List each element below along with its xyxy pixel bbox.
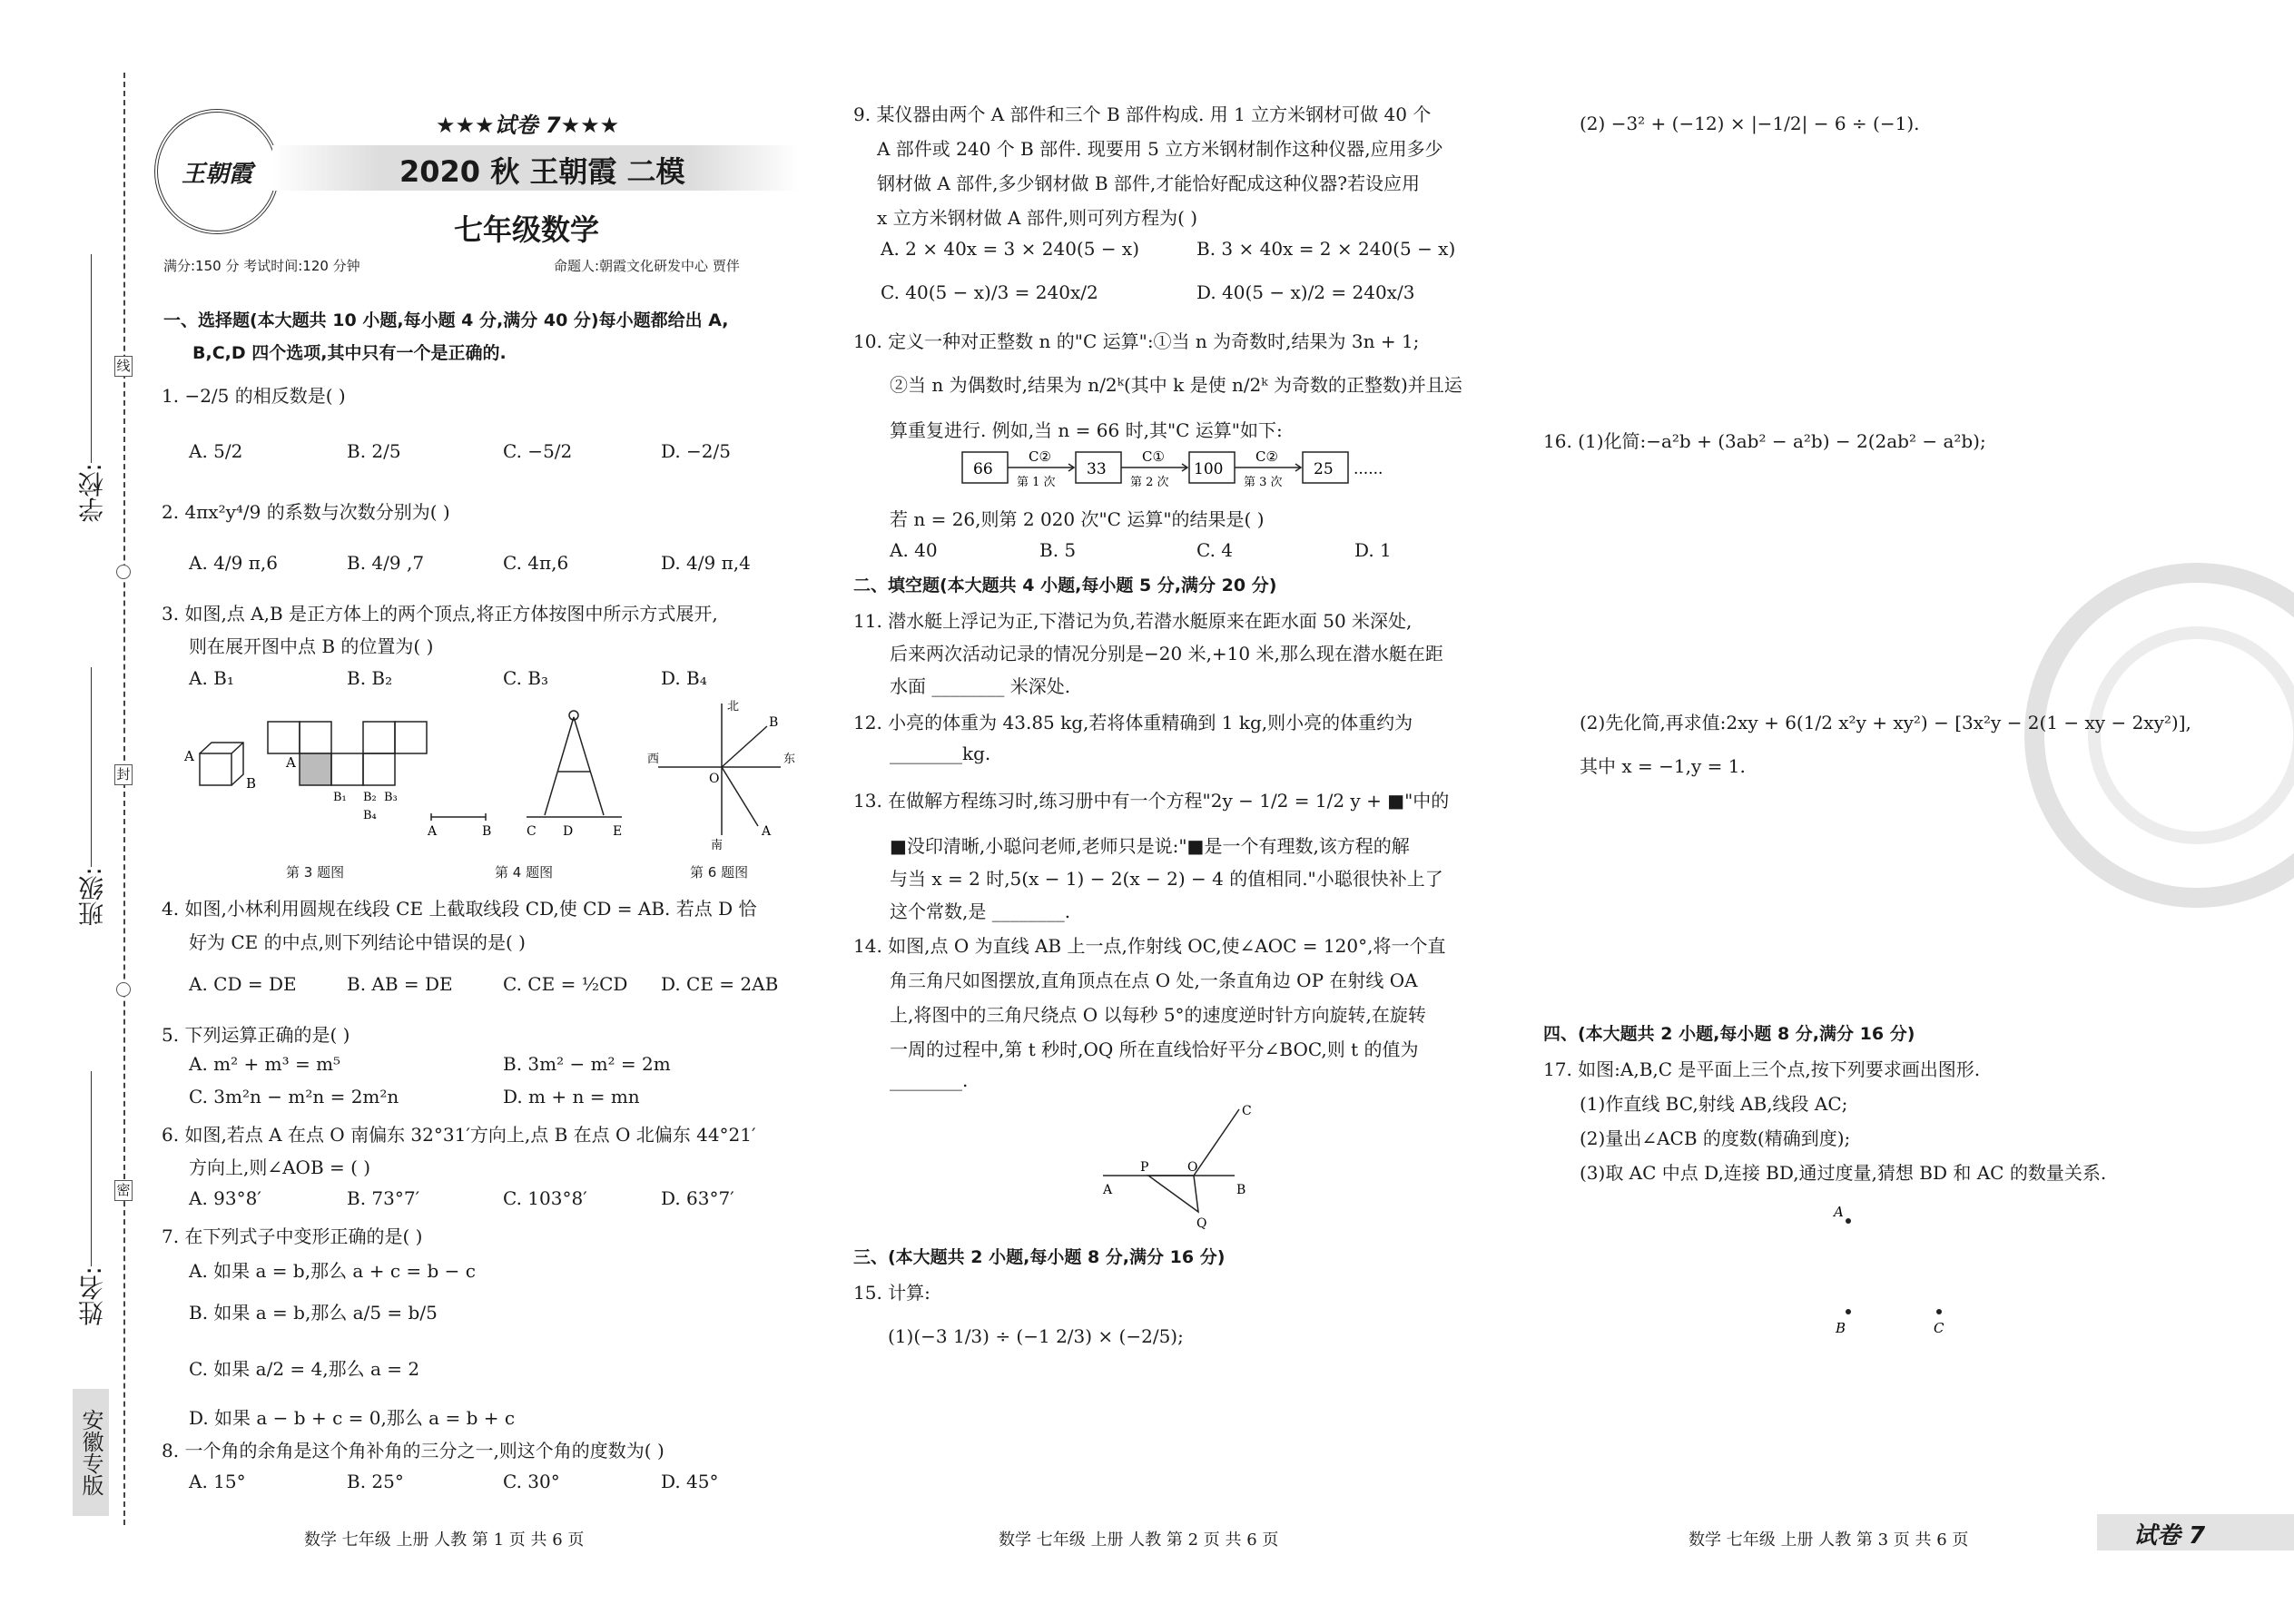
cmp-label-e: E: [613, 824, 623, 839]
section-3-heading: 三、(本大题共 2 小题,每小题 8 分,满分 16 分): [853, 1247, 1226, 1267]
q6-stem-cont: 方向上,则∠AOB = ( ): [189, 1156, 371, 1178]
q15-part1: (1)(−3 1/3) ÷ (−1 2/3) × (−2/5);: [888, 1325, 1184, 1347]
flow-op1: C②: [1029, 448, 1051, 465]
q14-label-p: P: [1140, 1160, 1149, 1175]
section-2-heading: 二、填空题(本大题共 4 小题,每小题 5 分,满分 20 分): [853, 576, 1277, 595]
q9-opt-b: B. 3 × 40x = 2 × 240(5 − x): [1196, 238, 1456, 260]
q14-label-o: O: [1187, 1160, 1198, 1175]
flow-step2: 第 2 次: [1130, 476, 1169, 489]
c-operation-flow: [958, 445, 1393, 499]
page-footer-3: 数学 七年级 上册 人教 第 3 页 共 6 页: [1689, 1530, 1969, 1550]
q3-opt-b: B. B₂: [347, 667, 393, 689]
seg-label-b: B: [482, 824, 492, 839]
fig6-caption: 第 6 题图: [690, 864, 749, 881]
q10-opt-d: D. 1: [1354, 539, 1392, 561]
q9-stem-3: 钢材做 A 部件,多少钢材做 B 部件,才能恰好配成这种仪器?若设应用: [877, 172, 1421, 194]
q16-part1: 16. (1)化简:−a²b + (3ab² − a²b) − 2(2ab² − a²b);: [1543, 430, 1986, 452]
q8-opt-d: D. 45°: [661, 1471, 719, 1492]
net-label-b1: B₁: [333, 791, 347, 804]
footer-tag: 试卷 7: [2133, 1522, 2206, 1550]
cube-figure: [200, 743, 243, 785]
q6-opt-c: C. 103°8′: [503, 1187, 587, 1209]
cmp-label-d: D: [563, 824, 574, 839]
q6-opt-b: B. 73°7′: [347, 1187, 420, 1209]
segment-ab: [431, 813, 486, 821]
q10-stem-4: 若 n = 26,则第 2 020 次"C 运算"的结果是( ): [890, 508, 1265, 530]
q11-stem-2: 后来两次活动记录的情况分别是−20 米,+10 米,那么现在潜水艇在距: [890, 643, 1443, 664]
q14-stem: 14. 如图,点 O 为直线 AB 上一点,作射线 OC,使∠AOC = 120°,将一个直: [853, 935, 1446, 957]
q4-opt-c: C. CE = ½CD: [503, 973, 628, 995]
series-label: ★★★试卷 7★★★: [436, 113, 620, 138]
q14-label-b: B: [1236, 1183, 1246, 1197]
seg-label-a: A: [428, 824, 438, 839]
q2-opt-b: B. 4/9 ,7: [347, 552, 425, 574]
net-label-b2: B₂: [363, 791, 377, 804]
section-1-heading: 一、选择题(本大题共 10 小题,每小题 4 分,满分 40 分)每小题都给出 A,: [163, 310, 729, 330]
flow-step1: 第 1 次: [1017, 476, 1056, 489]
edition-badge: 安徽专版: [73, 1389, 109, 1516]
q6-opt-d: D. 63°7′: [661, 1187, 734, 1209]
q9-stem-2: A 部件或 240 个 B 部件. 现要用 5 立方米钢材制作这种仪器,应用多少: [877, 138, 1443, 160]
dir-south: 南: [711, 839, 724, 852]
cmp-label-c: C: [527, 824, 537, 839]
q5-opt-c: C. 3m²n − m²n = 2m²n: [189, 1086, 399, 1107]
q13-stem-2: ■没印清晰,小聪问老师,老师只是说:"■是一个有理数,该方程的解: [890, 835, 1410, 857]
q12-stem: 12. 小亮的体重为 43.85 kg,若将体重精确到 1 kg,则小亮的体重约为: [853, 712, 1413, 733]
q8-opt-b: B. 25°: [347, 1471, 404, 1492]
q14-label-a: A: [1103, 1183, 1113, 1197]
full-score: 满分:150 分 考试时间:120 分钟: [163, 258, 360, 274]
q5-opt-a: A. m² + m³ = m⁵: [189, 1053, 341, 1075]
net-label-b3: B₃: [384, 791, 398, 804]
cube-label-b: B: [246, 775, 257, 792]
margin-mark-seal: 封: [114, 764, 133, 785]
q14-stem-4: 一周的过程中,第 t 秒时,OQ 所在直线恰好平分∠BOC,则 t 的值为: [890, 1038, 1419, 1060]
q3-opt-c: C. B₃: [503, 667, 549, 689]
q14-figure: [1089, 1098, 1271, 1235]
q6-opt-a: A. 93°8′: [189, 1187, 261, 1209]
q16-part2-cond: 其中 x = −1,y = 1.: [1580, 755, 1746, 777]
q9-opt-a: A. 2 × 40x = 3 × 240(5 − x): [881, 238, 1140, 260]
net-label-a: A: [286, 754, 296, 771]
q3-opt-a: A. B₁: [189, 667, 234, 689]
q4-opt-b: B. AB = DE: [347, 973, 453, 995]
watermark-seal-inner: [2088, 626, 2294, 844]
q2-opt-c: C. 4π,6: [503, 552, 569, 574]
dir-east: 东: [783, 753, 796, 766]
q14-stem-3: 上,将图中的三角尺绕点 O 以每秒 5°的速度逆时针方向旋转,在旋转: [890, 1004, 1426, 1026]
q14-stem-5: ________.: [890, 1069, 969, 1091]
q17-part2: (2)量出∠ACB 的度数(精确到度);: [1580, 1127, 1851, 1149]
q8-opt-a: A. 15°: [189, 1471, 246, 1492]
q10-opt-c: C. 4: [1196, 539, 1234, 561]
subject-title: 七年级数学: [454, 212, 600, 247]
q5-opt-b: B. 3m² − m² = 2m: [503, 1053, 671, 1075]
class-label: 班级:: [77, 867, 107, 927]
q4-opt-d: D. CE = 2AB: [661, 973, 779, 995]
author: 命题人:朝霞文化研发中心 贾伴: [554, 258, 740, 274]
dir-west: 西: [647, 753, 660, 766]
q1-opt-d: D. −2/5: [661, 440, 731, 462]
q3-stem: 3. 如图,点 A,B 是正方体上的两个顶点,将正方体按图中所示方式展开,: [162, 603, 718, 625]
q7-opt-d: D. 如果 a − b + c = 0,那么 a = b + c: [189, 1407, 516, 1429]
section-4-heading: 四、(本大题共 2 小题,每小题 8 分,满分 16 分): [1543, 1024, 1915, 1044]
flow-op2: C①: [1142, 448, 1165, 465]
q10-stem: 10. 定义一种对正整数 n 的"C 运算":①当 n 为奇数时,结果为 3n + 1;: [853, 330, 1420, 352]
q1-opt-a: A. 5/2: [189, 440, 243, 462]
q10-stem-2: ②当 n 为偶数时,结果为 n/2ᵏ(其中 k 是使 n/2ᵏ 为奇数的正整数)并且运: [890, 374, 1462, 396]
q12-stem-2: ________kg.: [890, 743, 991, 764]
q6-stem: 6. 如图,若点 A 在点 O 南偏东 32°31′方向上,点 B 在点 O 北偏东 44°21′: [162, 1124, 756, 1146]
q9-opt-c: C. 40(5 − x)/3 = 240x/2: [881, 281, 1098, 303]
q10-stem-3: 算重复进行. 例如,当 n = 66 时,其"C 运算"如下:: [890, 419, 1283, 441]
q1-opt-b: B. 2/5: [347, 440, 401, 462]
flow-100: 100: [1194, 460, 1224, 478]
q2-opt-a: A. 4/9 π,6: [189, 552, 278, 574]
exam-title: 2020 秋 王朝霞 二模: [399, 154, 685, 189]
q15-part2: (2) −3² + (−12) × |−1/2| − 6 ÷ (−1).: [1580, 113, 1920, 134]
q2-stem: 2. 4πx²y⁴/9 的系数与次数分别为( ): [162, 501, 450, 523]
q8-opt-c: C. 30°: [503, 1471, 560, 1492]
q9-stem-4: x 立方米钢材做 A 部件,则可列方程为( ): [877, 207, 1198, 229]
q17-part1: (1)作直线 BC,射线 AB,线段 AC;: [1580, 1093, 1848, 1115]
q1-stem: 1. −2/5 的相反数是( ): [162, 385, 346, 407]
q8-stem: 8. 一个角的余角是这个角补角的三分之一,则这个角的度数为( ): [162, 1440, 665, 1462]
q13-stem-3: 与当 x = 2 时,5(x − 1) − 2(x − 2) − 4 的值相同."小聪很快补上了: [890, 868, 1443, 890]
q7-stem: 7. 在下列式子中变形正确的是( ): [162, 1225, 423, 1247]
q9-stem: 9. 某仪器由两个 A 部件和三个 B 部件构成. 用 1 立方米钢材可做 40 个: [853, 103, 1432, 125]
logo-seal: [154, 109, 280, 234]
dir-north: 北: [727, 700, 740, 714]
q4-stem: 4. 如图,小林利用圆规在线段 CE 上截取线段 CD,使 CD = AB. 若点 D 恰: [162, 898, 757, 920]
flow-66: 66: [973, 460, 993, 478]
net-label-b4: B₄: [363, 809, 377, 822]
dir-a: A: [762, 824, 772, 839]
point-a: A: [1834, 1204, 1844, 1220]
q14-label-c: C: [1242, 1104, 1252, 1118]
margin-mark-secret: 密: [114, 1180, 133, 1201]
page-footer-1: 数学 七年级 上册 人教 第 1 页 共 6 页: [304, 1530, 585, 1550]
q11-stem: 11. 潜水艇上浮记为正,下潜记为负,若潜水艇原来在距水面 50 米深处,: [853, 610, 1413, 632]
flow-33: 33: [1087, 460, 1107, 478]
q15-stem: 15. 计算:: [853, 1282, 930, 1304]
fig4-caption: 第 4 题图: [495, 864, 554, 881]
dir-o: O: [709, 772, 720, 786]
q10-opt-a: A. 40: [890, 539, 938, 561]
q1-opt-c: C. −5/2: [503, 440, 573, 462]
q5-stem: 5. 下列运算正确的是( ): [162, 1024, 350, 1046]
q7-opt-c: C. 如果 a/2 = 4,那么 a = 2: [189, 1358, 420, 1380]
binding-strip: [0, 0, 136, 1624]
q14-stem-2: 角三角尺如图摆放,直角顶点在点 O 处,一条直角边 OP 在射线 OA: [890, 969, 1418, 991]
section-1-heading-cont: B,C,D 四个选项,其中只有一个是正确的.: [192, 343, 507, 363]
q17-stem: 17. 如图:A,B,C 是平面上三个点,按下列要求画出图形.: [1543, 1058, 1981, 1080]
compass-figure: [527, 711, 622, 817]
q2-opt-d: D. 4/9 π,4: [661, 552, 751, 574]
page-footer-2: 数学 七年级 上册 人教 第 2 页 共 6 页: [999, 1530, 1279, 1550]
q9-opt-d: D. 40(5 − x)/2 = 240x/3: [1196, 281, 1415, 303]
point-b: B: [1836, 1320, 1846, 1336]
net-figure: [268, 722, 427, 785]
margin-mark-line: 线: [114, 356, 133, 377]
q13-stem: 13. 在做解方程练习时,练习册中有一个方程"2y − 1/2 = 1/2 y + ■"中的: [853, 790, 1450, 812]
q3-stem-cont: 则在展开图中点 B 的位置为( ): [189, 635, 434, 657]
q11-stem-3: 水面 ________ 米深处.: [890, 675, 1071, 697]
q4-opt-a: A. CD = DE: [189, 973, 297, 995]
cube-label-a: A: [184, 748, 194, 764]
header: [154, 100, 817, 263]
flow-ellipsis: ......: [1354, 460, 1383, 478]
flow-25: 25: [1314, 460, 1334, 478]
q16-part2: (2)先化简,再求值:2xy + 6(1/2 x²y + xy²) − [3x²y − 2(1 − xy − 2xy²)],: [1580, 712, 2191, 733]
q10-opt-b: B. 5: [1039, 539, 1077, 561]
q13-stem-4: 这个常数,是 ________.: [890, 901, 1071, 922]
direction-figure: [658, 704, 781, 835]
q4-stem-cont: 好为 CE 的中点,则下列结论中错误的是( ): [189, 931, 526, 953]
flow-step3: 第 3 次: [1244, 476, 1283, 489]
q7-opt-a: A. 如果 a = b,那么 a + c = b − c: [189, 1260, 476, 1282]
fig3-caption: 第 3 题图: [286, 864, 345, 881]
q7-opt-b: B. 如果 a = b,那么 a/5 = b/5: [189, 1302, 438, 1324]
logo-text: 王朝霞: [181, 160, 252, 188]
q17-part3: (3)取 AC 中点 D,连接 BD,通过度量,猜想 BD 和 AC 的数量关系.: [1580, 1162, 2107, 1184]
q14-label-q: Q: [1196, 1216, 1207, 1231]
figures-q3-q4-q6: [177, 699, 812, 853]
name-label: 姓名:: [77, 1266, 107, 1326]
dir-b: B: [769, 715, 779, 730]
school-label: 学校:: [77, 463, 107, 523]
flow-op3: C②: [1255, 448, 1278, 465]
q17-points-figure: [1816, 1198, 1997, 1343]
q5-opt-d: D. m + n = mn: [503, 1086, 640, 1107]
q3-opt-d: D. B₄: [661, 667, 707, 689]
point-c: C: [1934, 1320, 1944, 1336]
